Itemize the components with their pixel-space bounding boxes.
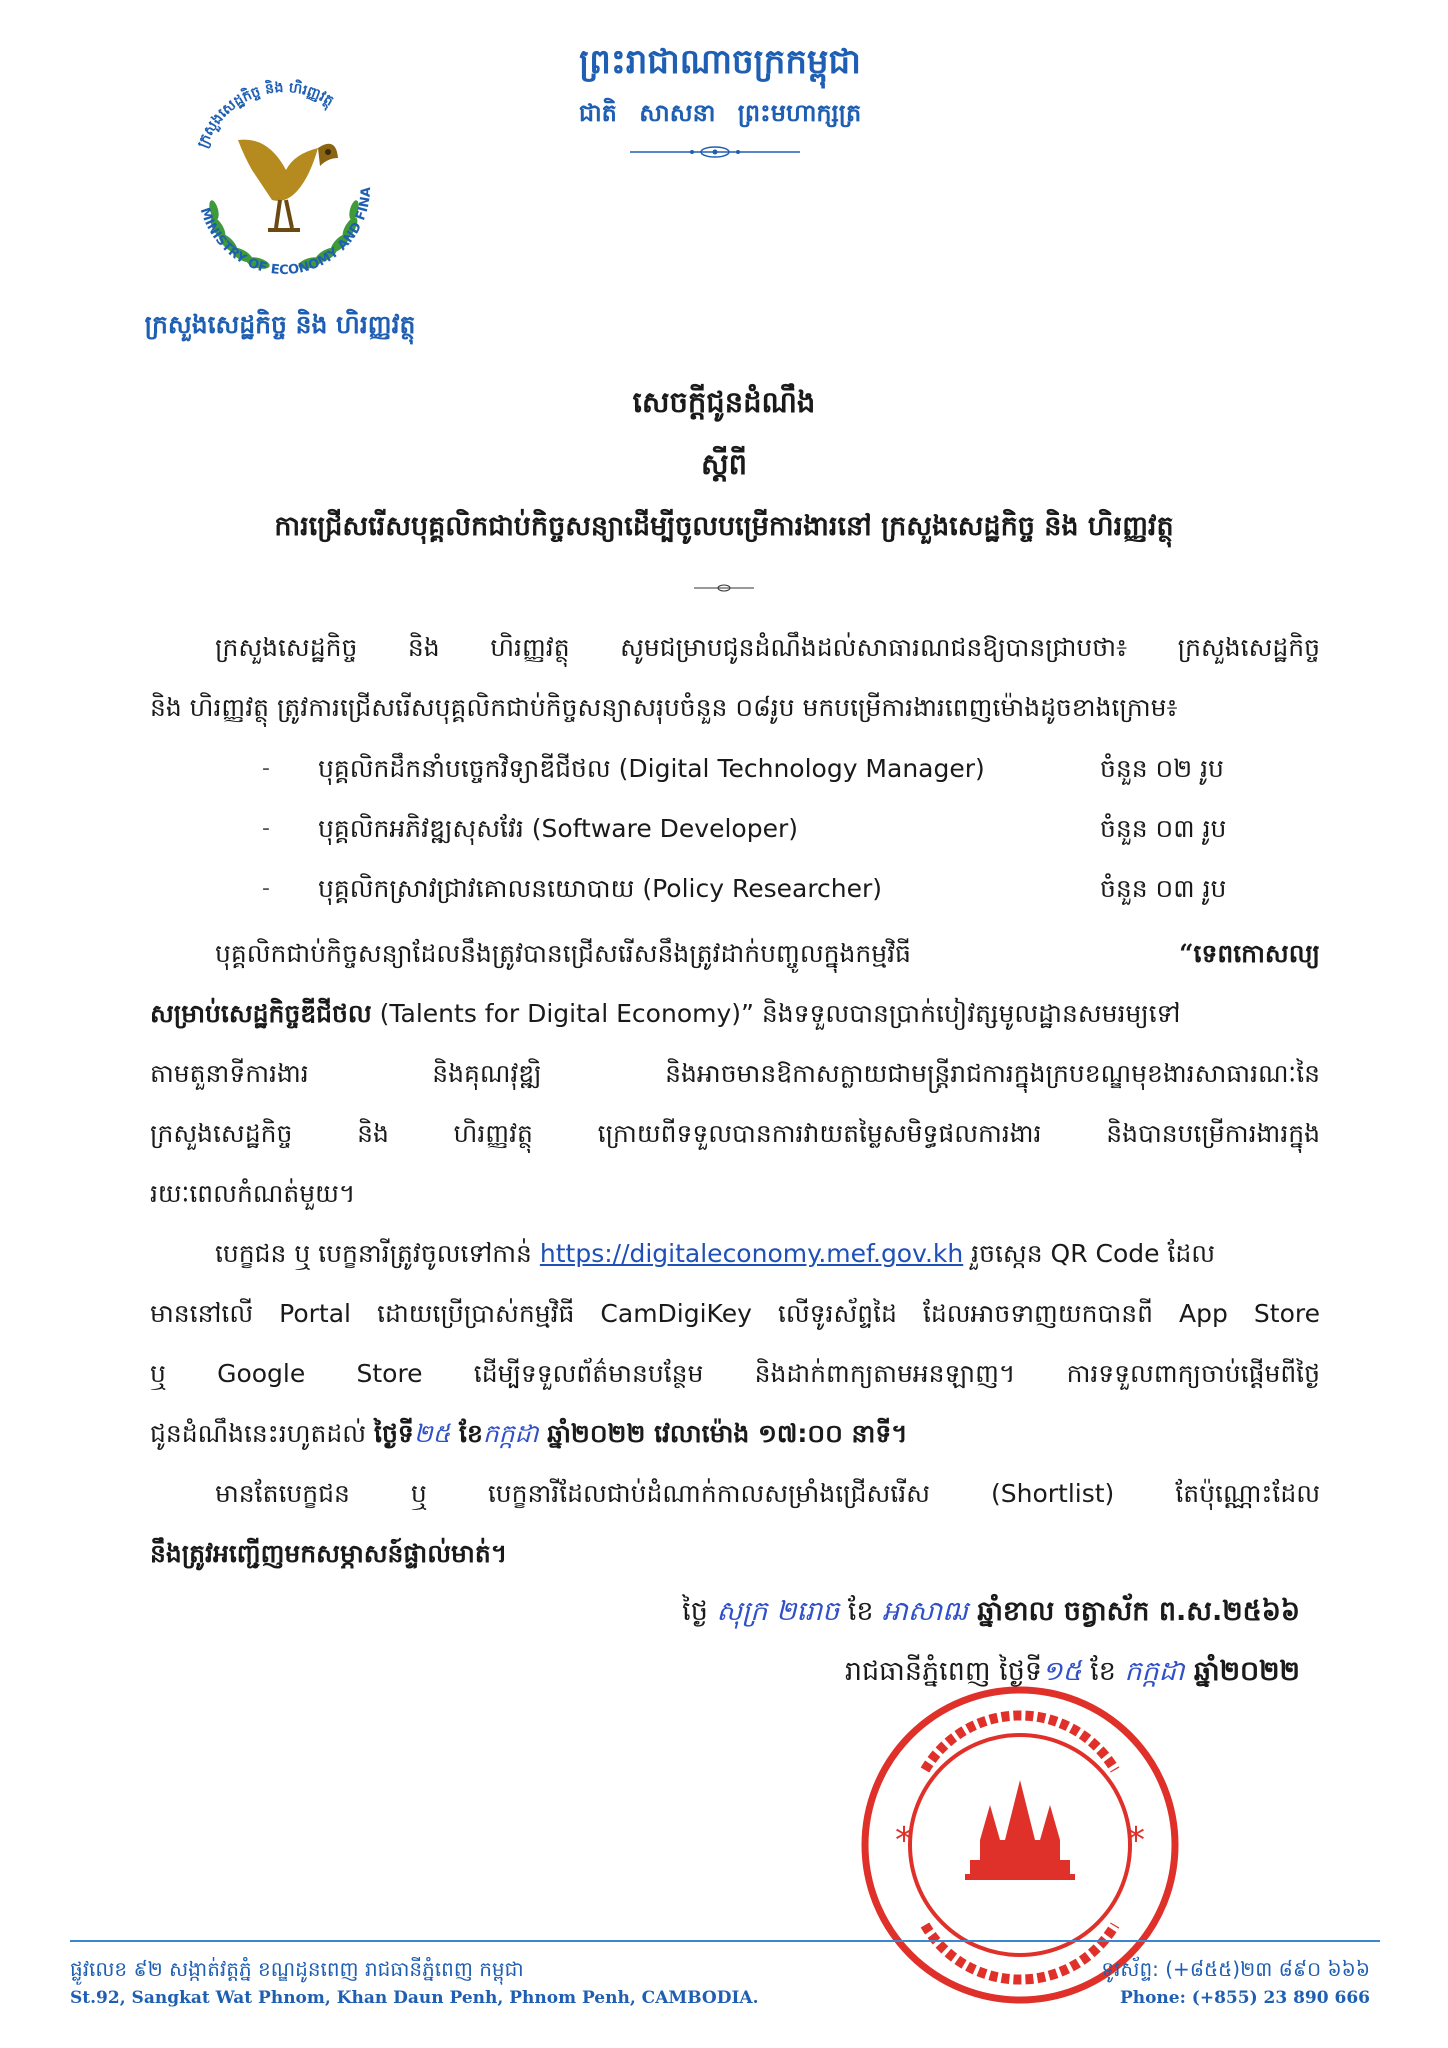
position-dash: - (262, 816, 270, 841)
title-ornament (694, 580, 754, 594)
national-motto: ជាតិ សាសនា ព្រះមហាក្សត្រ (578, 98, 862, 127)
lunar-day-label: ថ្ងៃ (682, 1596, 708, 1627)
deadline-day-label: ថ្ងៃទី (374, 1419, 414, 1448)
deadline-day-handwritten: ២៥ (413, 1419, 451, 1448)
position-count: ចំនួន ០៣ រូប (1100, 814, 1227, 843)
para2-line3: តាមតួនាទីការងារ និងគុណវុឌ្ឍិ និងអាចមានឱកាសក្លាយជាមន្ត្រីរាជការក្នុងក្របខណ្ឌមុខងារសាធារណៈនៃ (150, 1059, 1320, 1088)
date-year: ឆ្នាំ២០២២ (1184, 1656, 1300, 1687)
para2-line5: រយៈពេលកំណត់មួយ។ (150, 1179, 356, 1208)
para2-line4: ក្រសួងសេដ្ឋកិច្ច និង ហិរញ្ញវត្ថុ ក្រោយពីទទួលបានការវាយតម្លៃសមិទ្ធផលការងារ និងបានបម្រើការងារក្នុង (150, 1119, 1320, 1148)
date-day-handwritten: ១៥ (1042, 1656, 1082, 1687)
position-dash: - (262, 756, 270, 781)
para3-line1-end: រួចស្កេន QR Code ដែល (963, 1239, 1216, 1268)
position-title: បុគ្គលិកអភិវឌ្ឍសុសវែរ (Software Developer) (318, 814, 798, 843)
para1-line2: និង ហិរញ្ញវត្ថុ ត្រូវការជ្រើសរើសបុគ្គលិកជាប់កិច្ចសន្យាសរុបចំនួន ០៨រូប មកបម្រើការងារពេញម៉ោងដូចខាងក្រោម៖ (150, 693, 1178, 722)
position-dash: - (262, 876, 270, 901)
para3-line1 (215, 1236, 1385, 1272)
deadline-month-label: ខែ (450, 1419, 483, 1448)
logo-text-kh: ក្រសួងសេដ្ឋកិច្ច និង ហិរញ្ញវត្ថុ (194, 79, 337, 151)
position-count: ចំនួន ០៣ រូប (1100, 874, 1227, 903)
golden-bird-icon (238, 140, 338, 230)
notice-subject: ការជ្រើសរើសបុគ្គលិកជាប់កិច្ចសន្យាដើម្បីចូលបម្រើការងារនៅ ក្រសួងសេដ្ឋកិច្ច និង ហិរញ្ញវត្ថុ (274, 511, 1174, 542)
para3-line3: ឬ Google Store ដើម្បីទទួលព័ត៌មានបន្ថែម និងដាក់ពាក្យតាមអនឡាញ។ ការទទួលពាក្យចាប់ផ្តើមពីថ្ងៃ (150, 1359, 1320, 1388)
para2-line2-text: (Talents for Digital Economy)” និងទទួលបានប្រាក់បៀវត្សមូលដ្ឋានសមរម្យទៅ (371, 999, 1181, 1028)
notice-title: សេចក្តីជូនដំណឹង (632, 385, 816, 419)
para3-line1-start: បេក្ខជន ឬ បេក្ខនារីត្រូវចូលទៅកាន់ (215, 1239, 540, 1268)
svg-text:*: * (895, 1820, 913, 1861)
para3-line4-start: ជូនដំណឹងនេះរហូតដល់ (150, 1419, 375, 1448)
para2-line1-text: បុគ្គលិកជាប់កិច្ចសន្យាដែលនឹងត្រូវបានជ្រើសរើសនឹងត្រូវដាក់បញ្ចូលក្នុងកម្មវិធី (215, 939, 911, 968)
position-title: បុគ្គលិកដឹកនាំបច្ចេកវិទ្យាឌីជីថល (Digital Technology Manager) (318, 754, 985, 783)
para2-line2 (150, 996, 1320, 1032)
para4-line2: នឹងត្រូវអញ្ជើញមកសម្ភាសន៍ផ្ទាល់មាត់។ (150, 1539, 508, 1568)
footer-divider (70, 1940, 1380, 1942)
footer-phone-kh: ទូរស័ព្ទ: (+៨៥៥)២៣ ៨៩០ ៦៦៦ (1101, 1957, 1370, 1981)
logo-text-en: MINISTRY OF ECONOMY AND FINA (196, 186, 375, 279)
svg-text:ក្រសួងសេដ្ឋកិច្ច និង ហិរញ្ញវត្ (195, 78, 337, 150)
footer-phone-en: Phone: (+855) 23 890 666 (1119, 1988, 1370, 2008)
ministry-name-kh: ក្រសួងសេដ្ឋកិច្ច និង ហិរញ្ញវត្ថុ (144, 310, 416, 339)
para3-line2: មាននៅលើ Portal ដោយប្រើប្រាស់កម្មវិធី CamDigiKey លើទូរស័ព្ទដៃ ដែលអាចទាញយកបានពី App Store (150, 1299, 1320, 1328)
footer-address-kh: ផ្លូវលេខ ៩២ សង្កាត់វត្តភ្នំ ខណ្ឌដូនពេញ រាជធានីភ្នំពេញ កម្ពុជា (70, 1957, 524, 1981)
angkor-temple-icon (965, 1780, 1075, 1880)
header-ornament (630, 142, 800, 162)
lunar-month-label: ខែ (839, 1596, 874, 1627)
ministry-logo (168, 78, 400, 310)
para1-line1: ក្រសួងសេដ្ឋកិច្ច និង ហិរញ្ញវត្ថុ សូមជម្រាបជូនដំណឹងដល់សាធារណជនឱ្យបានជ្រាបថា៖ ក្រសួងសេដ្ឋកិច្ច (215, 633, 1320, 662)
notice-about: ស្តីពី (700, 447, 748, 481)
footer-address-en: St.92, Sangkat Wat Phnom, Khan Daun Penh, Phnom Penh, CAMBODIA. (70, 1988, 759, 2008)
svg-text:*: * (1127, 1820, 1145, 1861)
deadline-month-handwritten: កក្កដា (482, 1419, 539, 1448)
lunar-year: ឆ្នាំខាល ចត្វាស័ក ព.ស.២៥៦៦ (967, 1596, 1300, 1627)
program-name-start: “ទេពកោសល្យ (1179, 939, 1320, 968)
city-day-label: រាជធានីភ្នំពេញ ថ្ងៃទី (844, 1656, 1043, 1687)
kingdom-title: ព្រះរាជាណាចក្រកម្ពុជា (579, 42, 861, 82)
lunar-date (600, 1595, 1300, 1634)
portal-link[interactable]: https://digitaleconomy.mef.gov.kh (539, 1239, 964, 1268)
program-name-end: សម្រាប់សេដ្ឋកិច្ចឌីជីថល (150, 999, 372, 1028)
deadline-year-time: ឆ្នាំ២០២២ វេលាម៉ោង ១៧:០០ នាទី។ (538, 1419, 908, 1448)
position-count: ចំនួន ០២ រូប (1100, 754, 1224, 783)
date-month-handwritten: កក្កដា (1124, 1656, 1185, 1687)
lunar-month-handwritten: អាសាឍ (882, 1596, 968, 1627)
date-month-label: ខែ (1081, 1656, 1116, 1687)
position-title: បុគ្គលិកស្រាវជ្រាវគោលនយោបាយ (Policy Researcher) (318, 874, 883, 903)
para4-line1: មានតែបេក្ខជន ឬ បេក្ខនារីដែលជាប់ដំណាក់កាលសម្រាំងជ្រើសរើស (Shortlist) តែប៉ុណ្ណោះដែល (215, 1479, 1320, 1508)
lunar-day-handwritten: សុក្រ ២រោច (716, 1596, 840, 1627)
para3-line4 (150, 1416, 1320, 1452)
